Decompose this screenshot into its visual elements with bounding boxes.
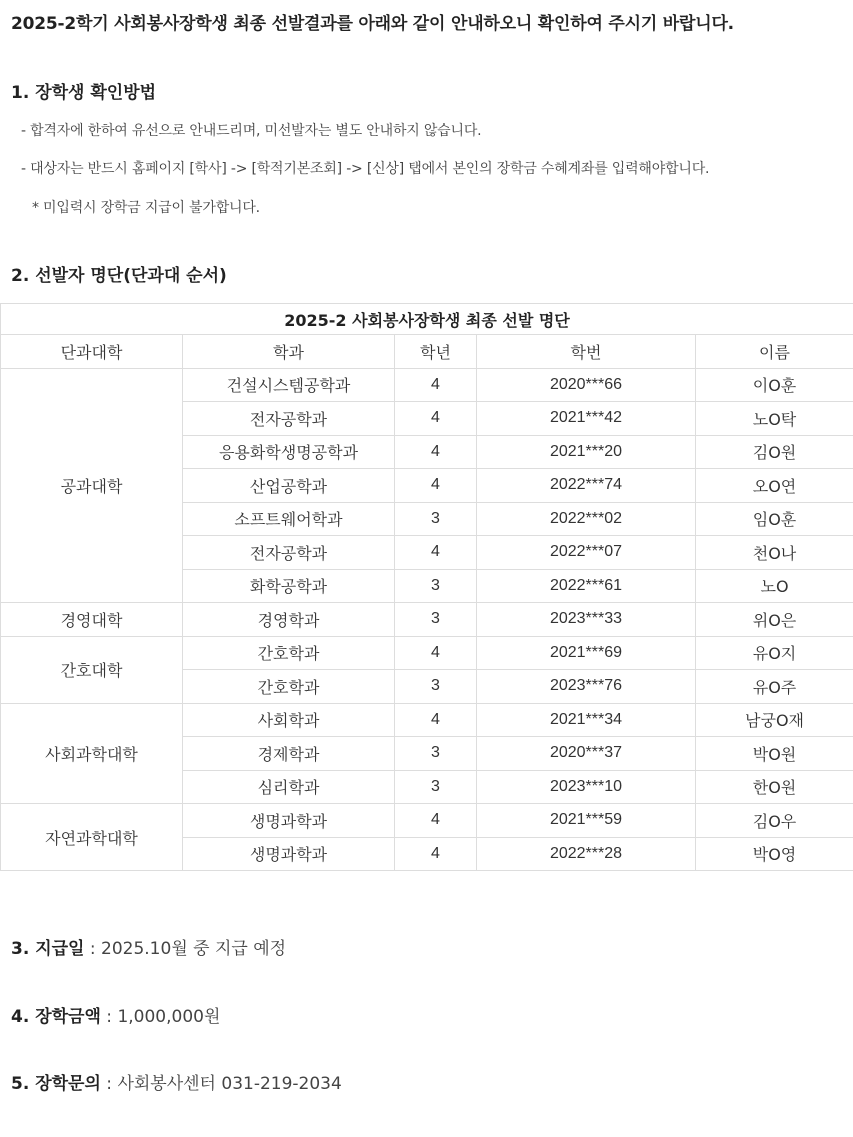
department-cell: 간호학과 xyxy=(183,670,395,704)
student-id-cell: 2023***10 xyxy=(477,770,696,804)
year-cell: 4 xyxy=(395,703,477,737)
department-cell: 경영학과 xyxy=(183,603,395,637)
note-2: - 대상자는 반드시 홈페이지 [학사] -> [학적기본조회] -> [신상] 탭에서 본인의 장학금 수혜계좌를 입력해야합니다. xyxy=(21,161,710,177)
year-cell: 3 xyxy=(395,670,477,704)
student-name-cell: 한O원 xyxy=(696,770,853,804)
department-cell: 응용화학생명공학과 xyxy=(183,435,395,469)
student-id-cell: 2021***20 xyxy=(477,435,696,469)
student-id-cell: 2022***02 xyxy=(477,502,696,536)
student-name-cell: 노O탁 xyxy=(696,402,853,436)
college-cell: 사회과학대학 xyxy=(1,703,183,804)
student-name-cell: 노O xyxy=(696,569,853,603)
department-cell: 전자공학과 xyxy=(183,536,395,570)
table-row xyxy=(1,804,853,838)
department-cell: 생명과학과 xyxy=(183,837,395,871)
student-name-cell: 위O은 xyxy=(696,603,853,637)
table-caption-row xyxy=(1,304,853,335)
year-cell: 4 xyxy=(395,368,477,402)
scholarship-contact-value: : 사회봉사센터 031-219-2034 xyxy=(100,1074,342,1094)
student-id-cell: 2021***34 xyxy=(477,703,696,737)
student-name-cell: 유O지 xyxy=(696,636,853,670)
payment-date xyxy=(11,934,286,959)
student-name-cell: 유O주 xyxy=(696,670,853,704)
college-cell: 공과대학 xyxy=(1,368,183,603)
student-name-cell: 오O연 xyxy=(696,469,853,503)
student-id-cell: 2021***42 xyxy=(477,402,696,436)
note-3: * 미입력시 장학금 지급이 불가합니다. xyxy=(32,200,260,216)
table-caption: 2025-2 사회봉사장학생 최종 선발 명단 xyxy=(1,304,853,335)
table-row xyxy=(1,703,853,737)
student-id-cell: 2022***61 xyxy=(477,569,696,603)
payment-date-label: 3. 지급일 xyxy=(11,939,85,959)
department-cell: 생명과학과 xyxy=(183,804,395,838)
student-id-cell: 2023***33 xyxy=(477,603,696,637)
table-row xyxy=(1,603,853,637)
year-cell: 4 xyxy=(395,435,477,469)
year-cell: 4 xyxy=(395,837,477,871)
department-cell: 산업공학과 xyxy=(183,469,395,503)
scholarship-amount-value: : 1,000,000원 xyxy=(100,1007,221,1027)
student-id-cell: 2023***76 xyxy=(477,670,696,704)
department-cell: 심리학과 xyxy=(183,770,395,804)
student-name-cell: 박O원 xyxy=(696,737,853,771)
student-name-cell: 김O원 xyxy=(696,435,853,469)
header-student-id: 학번 xyxy=(477,335,696,369)
year-cell: 4 xyxy=(395,469,477,503)
department-cell: 사회학과 xyxy=(183,703,395,737)
note-1: - 합격자에 한하여 유선으로 안내드리며, 미선발자는 별도 안내하지 않습니다. xyxy=(21,123,482,139)
year-cell: 3 xyxy=(395,737,477,771)
table-row xyxy=(1,636,853,670)
year-cell: 4 xyxy=(395,804,477,838)
intro-text: 2025-2학기 사회봉사장학생 최종 선발결과를 아래와 같이 안내하오니 확인하여 주시기 바랍니다. xyxy=(11,14,734,34)
college-cell: 자연과학대학 xyxy=(1,804,183,871)
student-name-cell: 천O나 xyxy=(696,536,853,570)
department-cell: 전자공학과 xyxy=(183,402,395,436)
year-cell: 4 xyxy=(395,402,477,436)
department-cell: 건설시스템공학과 xyxy=(183,368,395,402)
student-id-cell: 2021***59 xyxy=(477,804,696,838)
year-cell: 4 xyxy=(395,536,477,570)
department-cell: 경제학과 xyxy=(183,737,395,771)
year-cell: 3 xyxy=(395,770,477,804)
student-id-cell: 2020***37 xyxy=(477,737,696,771)
header-year: 학년 xyxy=(395,335,477,369)
scholarship-contact xyxy=(11,1069,342,1094)
college-cell: 경영대학 xyxy=(1,603,183,637)
header-college: 단과대학 xyxy=(1,335,183,369)
student-name-cell: 이O훈 xyxy=(696,368,853,402)
scholarship-amount xyxy=(11,1002,220,1027)
selection-table xyxy=(0,303,853,871)
department-cell: 간호학과 xyxy=(183,636,395,670)
scholarship-contact-label: 5. 장학문의 xyxy=(11,1074,101,1094)
student-name-cell: 김O우 xyxy=(696,804,853,838)
payment-date-value: : 2025.10월 중 지급 예정 xyxy=(84,939,287,959)
student-name-cell: 남궁O재 xyxy=(696,703,853,737)
table-header-row xyxy=(1,335,853,369)
student-id-cell: 2020***66 xyxy=(477,368,696,402)
department-cell: 소프트웨어학과 xyxy=(183,502,395,536)
student-name-cell: 임O훈 xyxy=(696,502,853,536)
student-id-cell: 2022***74 xyxy=(477,469,696,503)
college-cell: 간호대학 xyxy=(1,636,183,703)
header-department: 학과 xyxy=(183,335,395,369)
student-id-cell: 2021***69 xyxy=(477,636,696,670)
student-name-cell: 박O영 xyxy=(696,837,853,871)
year-cell: 4 xyxy=(395,636,477,670)
table-row xyxy=(1,368,853,402)
section-1-title: 1. 장학생 확인방법 xyxy=(11,83,157,103)
year-cell: 3 xyxy=(395,603,477,637)
student-id-cell: 2022***28 xyxy=(477,837,696,871)
scholarship-amount-label: 4. 장학금액 xyxy=(11,1007,101,1027)
year-cell: 3 xyxy=(395,569,477,603)
header-name: 이름 xyxy=(696,335,853,369)
year-cell: 3 xyxy=(395,502,477,536)
student-id-cell: 2022***07 xyxy=(477,536,696,570)
section-2-title: 2. 선발자 명단(단과대 순서) xyxy=(11,266,227,286)
department-cell: 화학공학과 xyxy=(183,569,395,603)
